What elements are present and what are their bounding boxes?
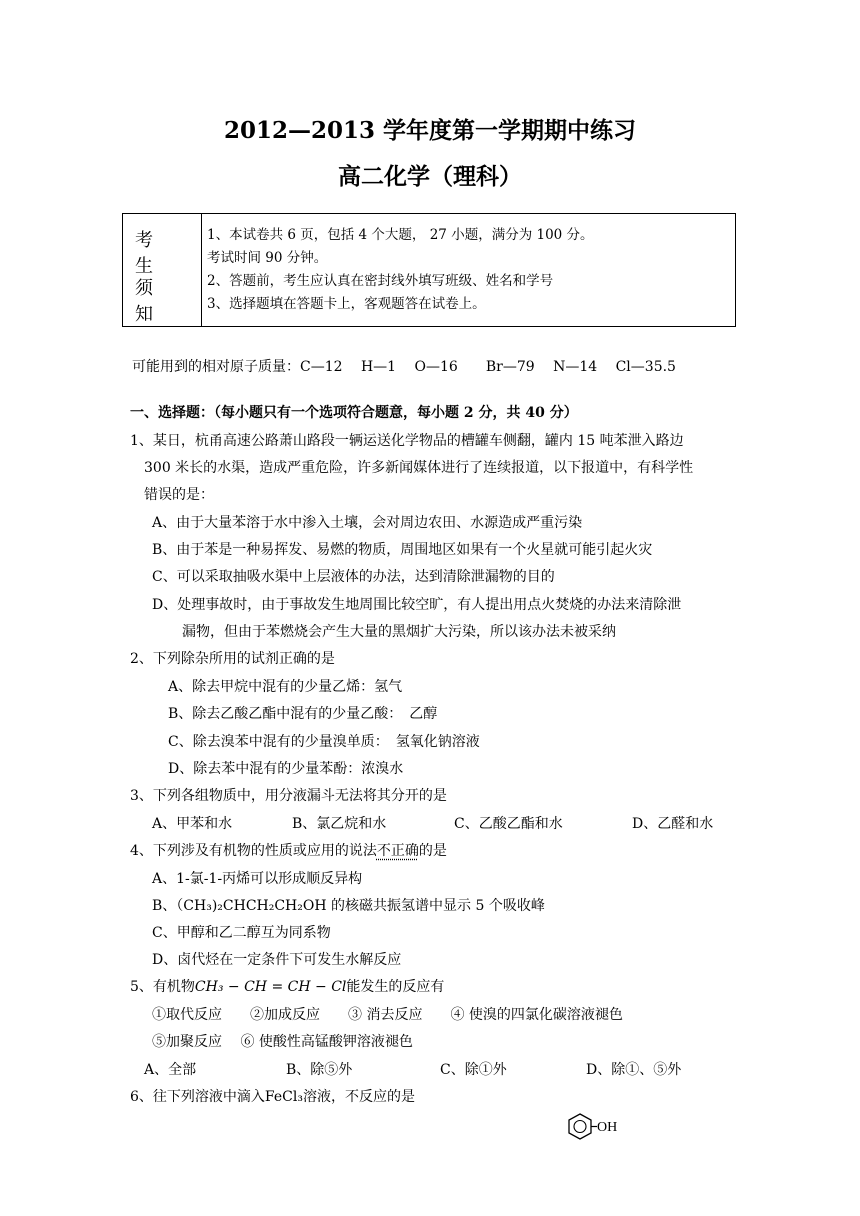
question-3-option-b: B、氯乙烷和水 [292, 816, 387, 832]
section-heading: 一、选择题：（每小题只有一个选项符合题意，每小题 2 分，共 40 分） [130, 405, 578, 421]
question-6-stem: 6、往下列溶液中滴入FeCl₃溶液，不反应的是 [130, 1089, 415, 1105]
question-4-emphasis: 不正确 [376, 843, 419, 859]
question-3-option-c: C、乙酸乙酯和水 [454, 816, 563, 832]
question-4-stem-pre: 4、下列涉及有机物的性质或应用的说法 [130, 843, 377, 859]
question-5-formula: CH₃ − CH = CH − Cl [194, 979, 347, 995]
question-4-stem-post: 的是 [418, 843, 447, 859]
exam-subtitle: 高二化学（理科） [338, 163, 522, 190]
question-1-option-c: C、可以采取抽吸水渠中上层液体的办法，达到清除泄漏物的目的 [152, 569, 555, 585]
notice-item: 2、答题前，考生应认真在密封线外填写班级、姓名和学号 [207, 273, 554, 289]
benzene-ring-icon [566, 1111, 626, 1143]
question-3-option-a: A、甲苯和水 [152, 816, 233, 832]
question-4-option-b: B、（CH₃)₂CHCH₂CH₂OH 的核磁共振氢谱中显示 5 个吸收峰 [152, 898, 545, 914]
question-2-option-d: D、除去苯中混有的少量苯酚：浓溴水 [168, 761, 404, 777]
question-4-stem [130, 840, 447, 860]
question-1-stem: 错误的是： [144, 487, 214, 503]
question-2-option-c: C、除去溴苯中混有的少量溴单质： 氢氧化钠溶液 [168, 734, 480, 750]
question-2-stem: 2、下列除杂所用的试剂正确的是 [130, 651, 335, 667]
notice-header-line1: 考 生 [135, 230, 171, 277]
exam-title: 2012—2013 学年度第一学期期中练习 [223, 117, 637, 144]
question-5-stem-post: 能发生的反应有 [346, 979, 445, 995]
notice-item: 考试时间 90 分钟。 [207, 250, 328, 266]
question-3-option-d: D、乙醛和水 [632, 816, 714, 832]
question-5-reactions: ⑤加聚反应 ⑥ 使酸性高锰酸钾溶液褪色 [152, 1034, 413, 1050]
question-1-option-b: B、由于苯是一种易挥发、易燃的物质，周围地区如果有一个火星就可能引起火灾 [152, 542, 653, 558]
question-3-stem: 3、下列各组物质中，用分液漏斗无法将其分开的是 [130, 788, 447, 804]
notice-body [207, 224, 594, 316]
question-5-reactions: ①取代反应 ②加成反应 ③ 消去反应 ④ 使溴的四氯化碳溶液褪色 [152, 1007, 623, 1023]
question-5-stem-pre: 5、有机物 [130, 979, 195, 995]
question-1-option-d-cont: 漏物，但由于苯燃烧会产生大量的黑烟扩大污染，所以该办法未被采纳 [182, 624, 616, 640]
question-4-option-a: A、1-氯-1-丙烯可以形成顺反异构 [152, 871, 363, 887]
question-1-stem: 300 米长的水渠，造成严重危险，许多新闻媒体进行了连续报道，以下报道中，有科学性 [144, 460, 694, 476]
question-1-option-d: D、处理事故时，由于事故发生地周围比较空旷，有人提出用点火焚烧的办法来清除泄 [152, 597, 682, 613]
question-5-option-a: A、全部 [144, 1062, 197, 1078]
question-4-option-c: C、甲醇和乙二醇互为同系物 [152, 925, 331, 941]
notice-item: 3、选择题填在答题卡上，客观题答在试卷上。 [207, 296, 486, 312]
question-5-option-c: C、除①外 [440, 1062, 507, 1078]
notice-header [123, 214, 202, 326]
question-5-option-b: B、除⑤外 [286, 1062, 353, 1078]
notice-header-line2: 须 知 [135, 278, 171, 325]
question-5-stem [130, 976, 444, 996]
question-5-option-d: D、除①、⑤外 [586, 1062, 682, 1078]
question-1-stem: 1、某日，杭甬高速公路萧山路段一辆运送化学物品的槽罐车侧翻，罐内 15 吨苯泄入路边 [130, 433, 684, 449]
phenol-structure [566, 1111, 626, 1147]
question-1-option-a: A、由于大量苯溶于水中渗入土壤，会对周边农田、水源造成严重污染 [152, 515, 583, 531]
exam-notice-box [122, 213, 736, 327]
phenol-oh-label: OH [597, 1120, 618, 1135]
atomic-masses: 可能用到的相对原子质量：C—12 H—1 O—16 Br—79 N—14 Cl—35.5 [132, 359, 676, 375]
question-2-option-a: A、除去甲烷中混有的少量乙烯：氢气 [168, 679, 403, 695]
notice-item: 1、本试卷共 6 页，包括 4 个大题， 27 小题，满分为 100 分。 [207, 227, 594, 243]
question-2-option-b: B、除去乙酸乙酯中混有的少量乙酸： 乙醇 [168, 706, 438, 722]
question-4-option-d: D、卤代烃在一定条件下可发生水解反应 [152, 952, 402, 968]
